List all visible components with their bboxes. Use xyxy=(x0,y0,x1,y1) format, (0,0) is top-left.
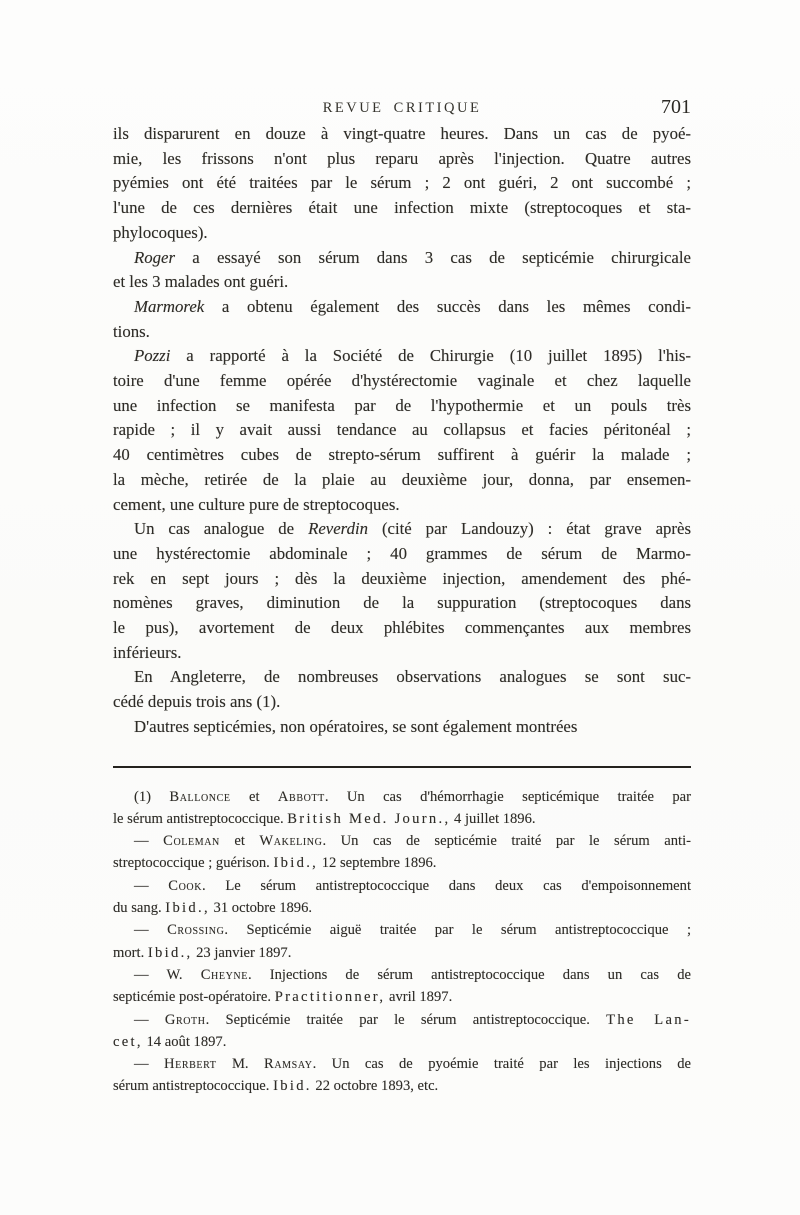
smallcaps-name: Wakeling xyxy=(259,833,323,850)
spaced-journal-title: cet, xyxy=(113,1033,143,1050)
spaced-journal-title: Ibid., xyxy=(165,900,210,917)
text-line xyxy=(113,270,691,295)
text-segment: . Septicémie aiguë traitée par le sérum antistreptococcique ; xyxy=(224,922,691,939)
footnote-entry xyxy=(113,964,691,1009)
text-line xyxy=(113,986,691,1008)
text-line xyxy=(113,875,691,897)
text-segment: (1) xyxy=(134,788,170,805)
text-line xyxy=(113,196,691,221)
text-segment: phylocoques). xyxy=(113,222,208,242)
text-line xyxy=(113,295,691,320)
footnote-entry xyxy=(113,830,691,875)
text-block xyxy=(113,96,691,1098)
text-segment: avril 1897. xyxy=(385,989,453,1006)
page-number: 701 xyxy=(661,96,691,118)
text-segment: une infection se manifesta par de l'hypothermie et un pouls très xyxy=(113,395,691,415)
text-line xyxy=(113,690,691,715)
paragraph xyxy=(113,517,691,665)
text-segment: toire d'une femme opérée d'hystérectomie vaginale et chez laquelle xyxy=(113,371,691,391)
text-line xyxy=(113,493,691,518)
text-line xyxy=(113,369,691,394)
text-line xyxy=(113,786,691,808)
text-segment: 4 juillet 1896. xyxy=(450,810,536,827)
text-line xyxy=(113,567,691,592)
italic-name: Roger xyxy=(134,247,176,267)
paragraph xyxy=(113,122,691,246)
paragraph xyxy=(113,665,691,714)
text-line xyxy=(113,897,691,919)
text-segment: du sang. xyxy=(113,900,166,917)
text-segment: 40 centimètres cubes de strepto-sérum suffirent à guérir la malade ; xyxy=(113,445,691,465)
text-segment: 31 octobre 1896. xyxy=(209,900,313,917)
text-segment: — xyxy=(134,877,169,894)
running-title: REVUE CRITIQUE xyxy=(322,100,482,116)
text-segment: pyémies ont été traitées par le sérum ; 2 ont guéri, 2 ont succombé ; xyxy=(113,173,691,193)
text-segment: 23 janvier 1897. xyxy=(192,944,292,961)
text-segment: — xyxy=(134,833,164,850)
text-segment: inférieurs. xyxy=(113,642,182,662)
spaced-journal-title: Ibid., xyxy=(273,855,319,872)
text-segment: mie, les frissons n'ont plus reparu après l'injection. Quatre autres xyxy=(113,148,691,168)
text-segment: sérum antistreptococcique. xyxy=(113,1078,274,1095)
text-segment: — xyxy=(134,1056,165,1073)
text-line xyxy=(113,1075,691,1097)
italic-name: Marmorek xyxy=(134,296,205,316)
smallcaps-name: Groth xyxy=(164,1011,206,1028)
text-line xyxy=(113,591,691,616)
paragraph xyxy=(113,246,691,295)
smallcaps-name: Abbott xyxy=(277,788,325,805)
text-line xyxy=(113,808,691,830)
text-line xyxy=(113,147,691,172)
text-line xyxy=(113,1009,691,1031)
text-segment: . Septicémie traitée par le sérum antistreptococcique. xyxy=(205,1011,607,1028)
body-text xyxy=(113,122,691,740)
text-segment: Un cas analogue de xyxy=(134,519,309,539)
text-segment: 14 août 1897. xyxy=(142,1033,227,1050)
text-line xyxy=(113,1031,691,1053)
text-segment: cement, une culture pure de streptocoques. xyxy=(113,494,400,514)
spaced-journal-title: Ibid., xyxy=(147,944,193,961)
text-segment: une hystérectomie abdominale ; 40 grammes de sérum de Marmo- xyxy=(113,543,691,563)
text-segment: . Le sérum antistreptococcique dans deux cas d'empoisonnement xyxy=(202,877,691,894)
text-line xyxy=(113,221,691,246)
text-segment: streptococcique ; guérison. xyxy=(113,855,274,872)
smallcaps-name: Cook xyxy=(168,877,203,894)
text-line xyxy=(113,468,691,493)
text-line xyxy=(113,715,691,740)
page-header xyxy=(113,96,691,122)
text-line xyxy=(113,344,691,369)
text-segment: — W. xyxy=(134,966,201,983)
text-segment: rek en sept jours ; dès la deuxième injection, amendement des phé- xyxy=(113,568,691,588)
italic-name: Pozzi xyxy=(134,346,171,366)
text-segment: et xyxy=(219,833,260,850)
text-segment: . Un cas d'hémorrhagie septicémique traitée par xyxy=(324,788,691,805)
text-line xyxy=(113,122,691,147)
text-line xyxy=(113,517,691,542)
text-segment: D'autres septicémies, non opératoires, se sont également montrées xyxy=(134,716,578,736)
text-line xyxy=(113,246,691,271)
text-line xyxy=(113,1053,691,1075)
footnote-entry xyxy=(113,1053,691,1098)
text-line xyxy=(113,616,691,641)
text-segment: le sérum antistreptococcique. xyxy=(113,810,288,827)
text-line xyxy=(113,171,691,196)
text-segment: . Un cas de septicémie traité par le sérum anti- xyxy=(322,833,691,850)
text-segment: M. xyxy=(216,1056,265,1073)
text-segment: — xyxy=(134,1011,165,1028)
text-line xyxy=(113,942,691,964)
text-segment: 22 octobre 1893, etc. xyxy=(311,1078,439,1095)
smallcaps-name: Crossing xyxy=(167,922,225,939)
text-segment: — xyxy=(134,922,168,939)
text-line xyxy=(113,542,691,567)
smallcaps-name: Ballonce xyxy=(169,788,231,805)
text-segment: a essayé son sérum dans 3 cas de septicémie chirurgicale xyxy=(175,247,691,267)
smallcaps-name: Herbert xyxy=(164,1056,217,1073)
text-segment: a obtenu également des succès dans les mêmes condi- xyxy=(204,296,691,316)
text-line xyxy=(113,964,691,986)
text-line xyxy=(113,320,691,345)
text-segment: ils disparurent en douze à vingt-quatre heures. Dans un cas de pyoé- xyxy=(113,124,691,143)
text-segment: 12 septembre 1896. xyxy=(318,855,437,872)
spaced-journal-title: The Lan- xyxy=(606,1011,691,1028)
text-segment: le pus), avortement de deux phlébites commençantes aux membres xyxy=(113,618,691,638)
text-segment: et les 3 malades ont guéri. xyxy=(113,272,289,292)
smallcaps-name: Coleman xyxy=(163,833,220,850)
text-segment: En Angleterre, de nombreuses observations analogues se sont suc- xyxy=(134,667,691,687)
text-segment: (cité par Landouzy) : état grave après xyxy=(368,519,691,539)
text-segment: tions. xyxy=(113,321,150,341)
smallcaps-name: Ramsay xyxy=(264,1056,313,1073)
text-segment: rapide ; il y avait aussi tendance au collapsus et facies péritonéal ; xyxy=(113,420,691,440)
text-line xyxy=(113,919,691,941)
text-segment: a rapporté à la Société de Chirurgie (10 juillet 1895) l'his- xyxy=(170,346,691,366)
text-line xyxy=(113,394,691,419)
paragraph xyxy=(113,295,691,344)
footnote-entry xyxy=(113,1009,691,1054)
text-segment: . Un cas de pyoémie traité par les injections de xyxy=(312,1056,691,1073)
text-line xyxy=(113,641,691,666)
footnotes-section xyxy=(113,786,691,1098)
paragraph xyxy=(113,344,691,517)
footnote-entry xyxy=(113,919,691,964)
text-segment: . Injections de sérum antistreptococcique dans un cas de xyxy=(247,966,691,983)
text-line xyxy=(113,418,691,443)
text-line xyxy=(113,830,691,852)
spaced-journal-title: Practitionner, xyxy=(274,989,386,1006)
spaced-journal-title: British Med. Journ., xyxy=(287,810,451,827)
footnote-entry xyxy=(113,786,691,831)
text-line xyxy=(113,443,691,468)
text-segment: l'une de ces dernières était une infection mixte (streptocoques et sta- xyxy=(113,198,691,218)
text-segment: septicémie post-opératoire. xyxy=(113,989,275,1006)
smallcaps-name: Cheyne xyxy=(200,966,248,983)
text-line xyxy=(113,665,691,690)
footnote-entry xyxy=(113,875,691,920)
footnote-separator-rule xyxy=(113,766,691,768)
text-segment: et xyxy=(230,788,278,805)
paragraph xyxy=(113,715,691,740)
text-segment: nomènes graves, diminution de la suppuration (streptocoques dans xyxy=(113,593,691,613)
spaced-journal-title: Ibid. xyxy=(273,1078,312,1095)
text-segment: cédé depuis trois ans (1). xyxy=(113,692,281,712)
text-segment: la mèche, retirée de la plaie au deuxième jour, donna, par ensemen- xyxy=(113,469,691,489)
text-segment: mort. xyxy=(113,944,148,961)
text-line xyxy=(113,852,691,874)
italic-name: Reverdin xyxy=(308,519,369,539)
